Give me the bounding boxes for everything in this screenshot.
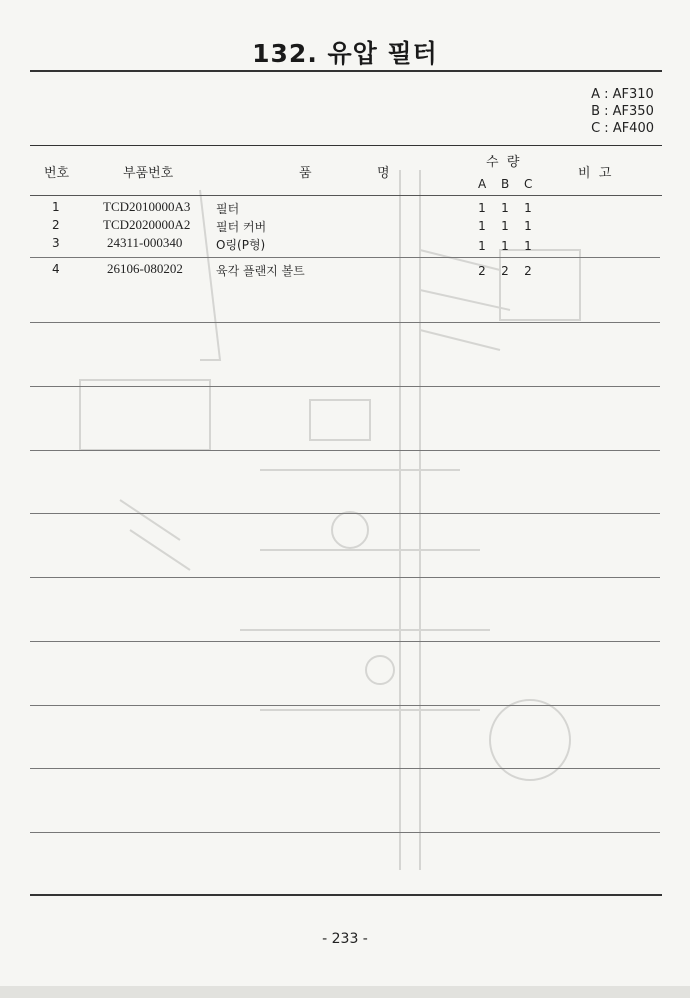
row-name: 육각 플랜지 볼트 <box>216 264 305 278</box>
model-a-label: A : AF310 <box>591 87 654 102</box>
row-separator <box>30 641 660 642</box>
model-legend <box>591 86 654 137</box>
row-separator <box>30 513 660 514</box>
row-qty-b: 2 <box>501 264 509 278</box>
row-separator <box>30 322 660 323</box>
row-name: 필터 <box>216 202 240 216</box>
header-bottom-rule <box>30 195 662 196</box>
model-c-label: C : AF400 <box>591 121 654 136</box>
row-qty-a: 1 <box>478 239 486 253</box>
row-separator <box>30 768 660 769</box>
header-name-1: 품 <box>299 166 312 181</box>
row-separator <box>30 257 660 258</box>
row-qty-c: 1 <box>524 239 532 253</box>
row-no: 1 <box>52 200 60 214</box>
row-qty-a: 2 <box>478 264 486 278</box>
header-remark: 비 고 <box>578 166 612 181</box>
header-qty-b: B <box>501 177 510 191</box>
title-underline <box>30 70 662 72</box>
row-qty-a: 1 <box>478 201 486 215</box>
row-name: 필터 커버 <box>216 220 267 234</box>
header-no: 번호 <box>44 166 70 181</box>
header-qty-c: C <box>524 177 533 191</box>
page-title: 132. 유압 필터 <box>252 39 438 68</box>
row-qty-b: 1 <box>501 219 509 233</box>
page-number: - 233 - <box>322 931 368 947</box>
table-top-rule <box>30 145 662 146</box>
table-bottom-rule <box>30 894 662 896</box>
scan-edge <box>0 986 690 998</box>
row-qty-c: 2 <box>524 264 532 278</box>
row-part-no: TCD2020000A2 <box>103 217 191 232</box>
row-qty-b: 1 <box>501 201 509 215</box>
header-qty: 수 량 <box>486 155 520 170</box>
row-no: 3 <box>52 236 60 250</box>
row-no: 2 <box>52 218 60 232</box>
row-no: 4 <box>52 262 60 276</box>
row-qty-b: 1 <box>501 239 509 253</box>
header-name-2: 명 <box>377 166 390 181</box>
row-separator <box>30 705 660 706</box>
row-part-no: TCD2010000A3 <box>103 199 191 214</box>
row-part-no: 26106-080202 <box>107 261 183 276</box>
row-qty-a: 1 <box>478 219 486 233</box>
row-separator <box>30 386 660 387</box>
header-part-no: 부품번호 <box>123 166 174 181</box>
model-b-label: B : AF350 <box>591 104 654 119</box>
row-name: O링(P형) <box>216 238 266 252</box>
row-part-no: 24311-000340 <box>107 235 183 250</box>
row-separator <box>30 450 660 451</box>
row-qty-c: 1 <box>524 219 532 233</box>
row-separator <box>30 832 660 833</box>
row-separator <box>30 577 660 578</box>
header-qty-a: A <box>478 177 487 191</box>
row-qty-c: 1 <box>524 201 532 215</box>
